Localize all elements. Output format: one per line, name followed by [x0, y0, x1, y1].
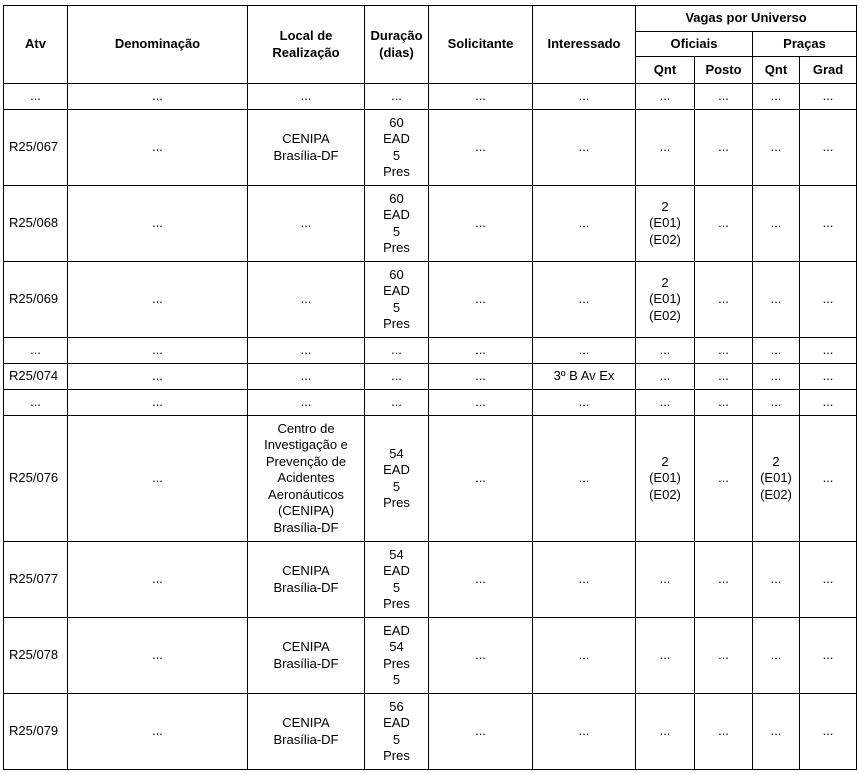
cell-local: ...: [248, 186, 365, 262]
activities-table: [3, 5, 857, 770]
cell-solicitante: ...: [429, 110, 533, 186]
cell-atv: ...: [4, 338, 68, 364]
cell-solicitante: ...: [429, 338, 533, 364]
header-grad: Grad: [800, 57, 857, 84]
cell-local: CENIPA Brasília-DF: [248, 694, 365, 770]
cell-grad: ...: [800, 364, 857, 390]
cell-posto: ...: [695, 186, 753, 262]
cell-posto: ...: [695, 542, 753, 618]
cell-interessado: ...: [533, 338, 636, 364]
cell-solicitante: ...: [429, 694, 533, 770]
cell-qnt-oficiais: ...: [636, 338, 695, 364]
cell-grad: ...: [800, 542, 857, 618]
cell-qnt-pracas: ...: [753, 542, 800, 618]
header-qnt-pracas: Qnt: [753, 57, 800, 84]
cell-qnt-oficiais: ...: [636, 618, 695, 694]
cell-qnt-oficiais: 2 (E01) (E02): [636, 262, 695, 338]
cell-local: ...: [248, 262, 365, 338]
table-row: [4, 364, 857, 390]
cell-interessado: ...: [533, 84, 636, 110]
cell-duracao: 56 EAD 5 Pres: [365, 694, 429, 770]
cell-duracao: 54 EAD 5 Pres: [365, 416, 429, 542]
cell-grad: ...: [800, 262, 857, 338]
cell-local: Centro de Investigação e Prevenção de Acidentes Aeronáuticos (CENIPA) Brasília-DF: [248, 416, 365, 542]
cell-grad: ...: [800, 618, 857, 694]
cell-solicitante: ...: [429, 542, 533, 618]
cell-qnt-oficiais: 2 (E01) (E02): [636, 186, 695, 262]
cell-posto: ...: [695, 618, 753, 694]
cell-atv: ...: [4, 390, 68, 416]
cell-qnt-pracas: ...: [753, 338, 800, 364]
cell-local: CENIPA Brasília-DF: [248, 618, 365, 694]
cell-denominacao: ...: [68, 364, 248, 390]
header-duracao: Duração (dias): [365, 6, 429, 84]
cell-atv: R25/077: [4, 542, 68, 618]
cell-grad: ...: [800, 390, 857, 416]
table-row: [4, 262, 857, 338]
cell-qnt-pracas: ...: [753, 618, 800, 694]
cell-qnt-pracas: 2 (E01) (E02): [753, 416, 800, 542]
cell-qnt-oficiais: ...: [636, 694, 695, 770]
cell-posto: ...: [695, 364, 753, 390]
cell-denominacao: ...: [68, 338, 248, 364]
cell-duracao: ...: [365, 364, 429, 390]
cell-duracao: 60 EAD 5 Pres: [365, 186, 429, 262]
cell-local: ...: [248, 364, 365, 390]
cell-interessado: 3º B Av Ex: [533, 364, 636, 390]
header-local: Local de Realização: [248, 6, 365, 84]
cell-qnt-pracas: ...: [753, 390, 800, 416]
header-vagas: Vagas por Universo: [636, 6, 857, 32]
cell-qnt-oficiais: ...: [636, 542, 695, 618]
cell-posto: ...: [695, 694, 753, 770]
cell-denominacao: ...: [68, 390, 248, 416]
cell-atv: ...: [4, 84, 68, 110]
cell-duracao: 60 EAD 5 Pres: [365, 110, 429, 186]
cell-grad: ...: [800, 84, 857, 110]
cell-qnt-oficiais: ...: [636, 364, 695, 390]
cell-posto: ...: [695, 84, 753, 110]
header-solicitante: Solicitante: [429, 6, 533, 84]
cell-interessado: ...: [533, 262, 636, 338]
cell-denominacao: ...: [68, 694, 248, 770]
table-row: [4, 84, 857, 110]
cell-local: CENIPA Brasília-DF: [248, 110, 365, 186]
cell-denominacao: ...: [68, 618, 248, 694]
cell-denominacao: ...: [68, 110, 248, 186]
cell-grad: ...: [800, 110, 857, 186]
cell-solicitante: ...: [429, 390, 533, 416]
table-row: [4, 338, 857, 364]
cell-atv: R25/076: [4, 416, 68, 542]
cell-duracao: ...: [365, 338, 429, 364]
table-row: [4, 542, 857, 618]
cell-denominacao: ...: [68, 84, 248, 110]
cell-duracao: 60 EAD 5 Pres: [365, 262, 429, 338]
table-row: [4, 694, 857, 770]
cell-interessado: ...: [533, 618, 636, 694]
cell-qnt-pracas: ...: [753, 110, 800, 186]
cell-grad: ...: [800, 416, 857, 542]
cell-duracao: EAD 54 Pres 5: [365, 618, 429, 694]
cell-interessado: ...: [533, 186, 636, 262]
cell-denominacao: ...: [68, 416, 248, 542]
cell-duracao: ...: [365, 84, 429, 110]
cell-atv: R25/078: [4, 618, 68, 694]
cell-posto: ...: [695, 390, 753, 416]
cell-qnt-pracas: ...: [753, 262, 800, 338]
cell-local: ...: [248, 390, 365, 416]
cell-interessado: ...: [533, 110, 636, 186]
cell-atv: R25/068: [4, 186, 68, 262]
table-row: [4, 618, 857, 694]
header-posto: Posto: [695, 57, 753, 84]
cell-duracao: 54 EAD 5 Pres: [365, 542, 429, 618]
table-row: [4, 186, 857, 262]
cell-grad: ...: [800, 186, 857, 262]
table-row: [4, 110, 857, 186]
header-interessado: Interessado: [533, 6, 636, 84]
header-pracas: Praças: [753, 32, 857, 57]
cell-atv: R25/067: [4, 110, 68, 186]
cell-qnt-pracas: ...: [753, 694, 800, 770]
cell-local: ...: [248, 338, 365, 364]
header-oficiais: Oficiais: [636, 32, 753, 57]
cell-local: CENIPA Brasília-DF: [248, 542, 365, 618]
cell-solicitante: ...: [429, 618, 533, 694]
cell-denominacao: ...: [68, 186, 248, 262]
cell-posto: ...: [695, 262, 753, 338]
cell-posto: ...: [695, 110, 753, 186]
cell-qnt-oficiais: ...: [636, 110, 695, 186]
cell-posto: ...: [695, 416, 753, 542]
cell-solicitante: ...: [429, 262, 533, 338]
header-qnt-oficiais: Qnt: [636, 57, 695, 84]
cell-qnt-pracas: ...: [753, 84, 800, 110]
cell-qnt-oficiais: 2 (E01) (E02): [636, 416, 695, 542]
cell-posto: ...: [695, 338, 753, 364]
cell-local: ...: [248, 84, 365, 110]
cell-atv: R25/074: [4, 364, 68, 390]
cell-interessado: ...: [533, 694, 636, 770]
table-row: [4, 416, 857, 542]
table-row: [4, 390, 857, 416]
cell-duracao: ...: [365, 390, 429, 416]
cell-denominacao: ...: [68, 262, 248, 338]
cell-grad: ...: [800, 694, 857, 770]
cell-grad: ...: [800, 338, 857, 364]
header-atv: Atv: [4, 6, 68, 84]
cell-qnt-pracas: ...: [753, 364, 800, 390]
cell-solicitante: ...: [429, 84, 533, 110]
cell-denominacao: ...: [68, 542, 248, 618]
cell-qnt-oficiais: ...: [636, 84, 695, 110]
cell-interessado: ...: [533, 416, 636, 542]
cell-solicitante: ...: [429, 364, 533, 390]
cell-atv: R25/069: [4, 262, 68, 338]
cell-qnt-oficiais: ...: [636, 390, 695, 416]
header-denominacao: Denominação: [68, 6, 248, 84]
cell-qnt-pracas: ...: [753, 186, 800, 262]
cell-solicitante: ...: [429, 186, 533, 262]
cell-interessado: ...: [533, 542, 636, 618]
cell-interessado: ...: [533, 390, 636, 416]
cell-solicitante: ...: [429, 416, 533, 542]
cell-atv: R25/079: [4, 694, 68, 770]
